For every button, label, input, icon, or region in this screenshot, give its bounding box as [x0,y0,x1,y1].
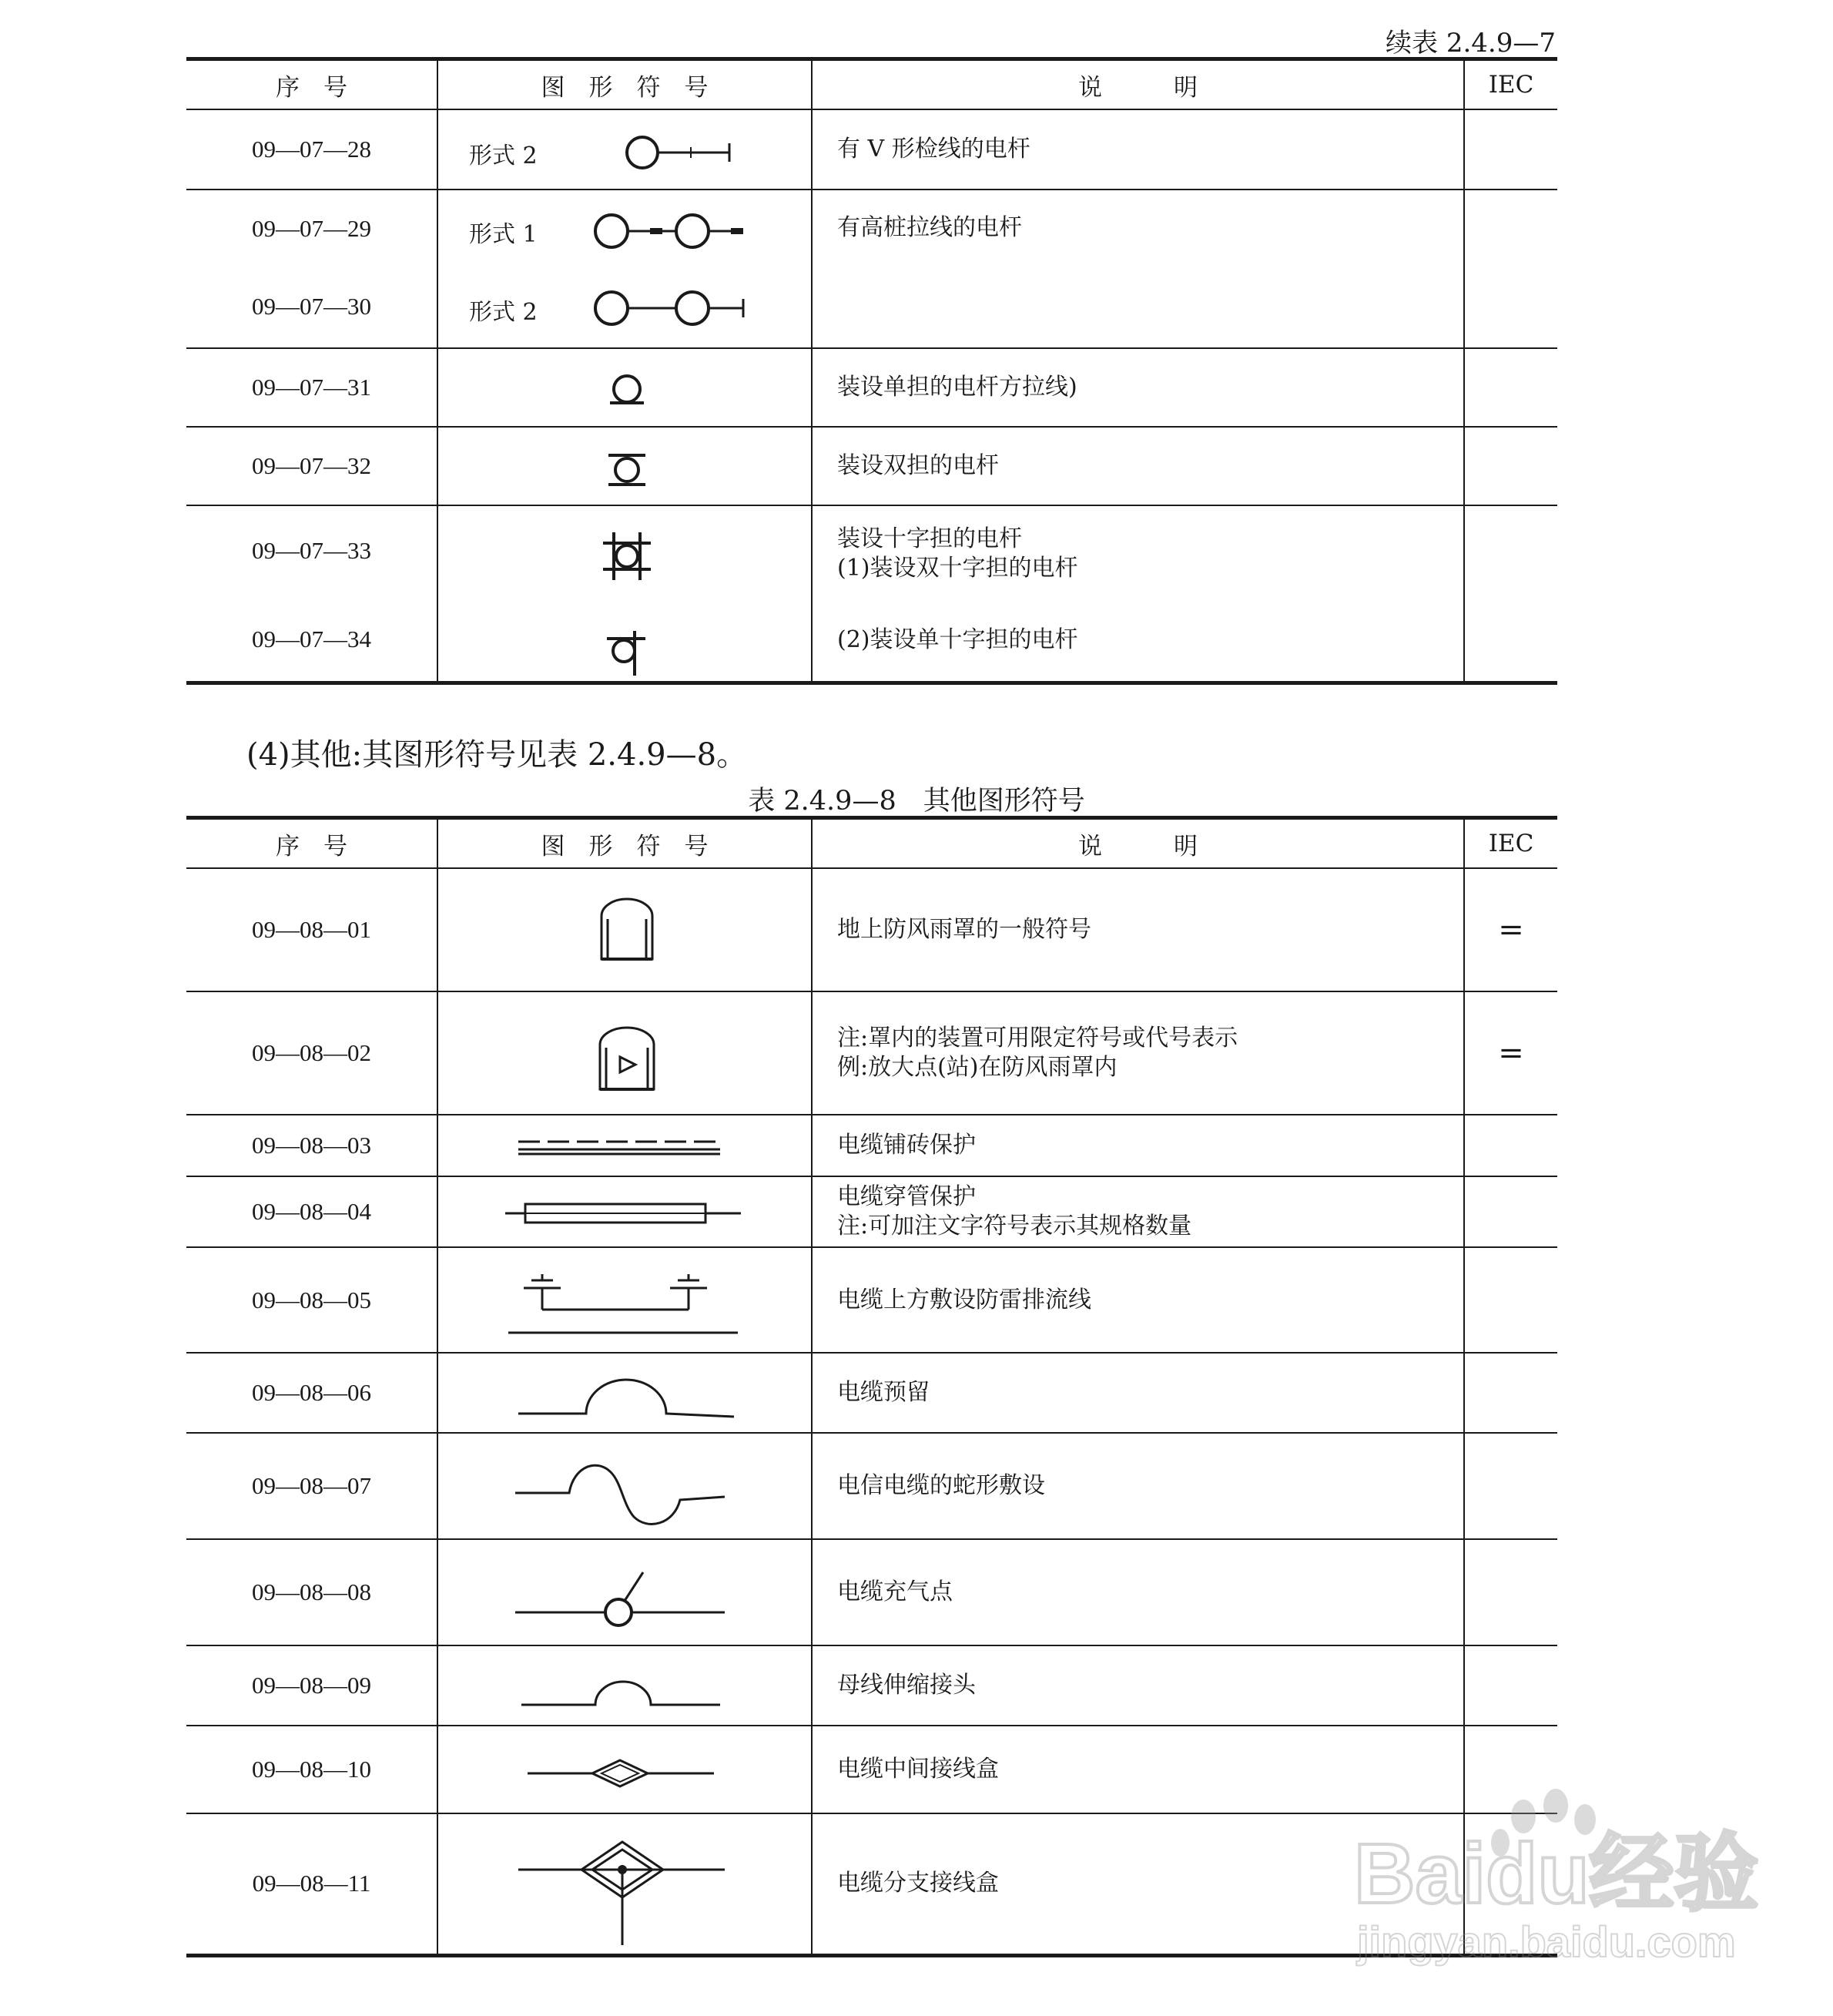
row-seq: 09—07—32 [186,427,437,505]
row-desc: 地上防风雨罩的一般符号 [812,868,1464,991]
row-desc: 电缆预留 [812,1353,1464,1433]
table-row [186,190,1557,348]
row-seq: 09—08—03 [186,1115,437,1176]
row-iec [1464,1176,1557,1247]
cable-intermediate-junction-box-icon [524,1754,717,1793]
row-seq: 09—07—31 [186,348,437,427]
row-seq: 09—08—10 [186,1726,437,1813]
row-desc: 有高桩拉线的电杆 [812,190,1464,348]
row-seq-group [186,190,437,348]
cable-branch-junction-box-icon [515,1833,728,1948]
pole-single-arm-icon [604,372,650,411]
row-seq: 09—08—06 [186,1353,437,1433]
row-symbol [437,1813,812,1955]
row-seq-group [186,505,437,683]
table-row [186,109,1557,190]
baidu-jingyan-watermark [1354,1772,1770,1972]
form-label: 形式 2 [469,143,538,169]
row-symbol [437,1353,812,1433]
desc-line: 例:放大点(站)在防风雨罩内 [837,1054,1118,1081]
desc-line: 装设十字担的电杆 [837,525,1022,552]
table-2-4-9-8 [186,816,1557,1957]
continued-table-label: 续表 2.4.9—7 [1386,28,1556,59]
lightning-drain-wire-icon [504,1270,742,1339]
cable-gas-fill-point-icon [512,1563,736,1632]
row-symbol [437,1176,812,1247]
row-iec [1464,1539,1557,1645]
row-desc: 装设双担的电杆 [812,427,1464,505]
row-desc: 电缆分支接线盒 [812,1813,1464,1955]
row-symbol [437,1645,812,1726]
header-desc: 说 明 [812,818,1464,869]
row-iec [1464,109,1557,190]
pole-double-cross-arm-icon [600,529,654,583]
row-iec [1464,1433,1557,1539]
row-iec [1464,348,1557,427]
row-symbol [437,868,812,991]
row-iec [1464,1247,1557,1353]
cable-brick-protection-icon [515,1135,723,1159]
table-row [186,1433,1557,1539]
row-desc: 电缆中间接线盒 [812,1726,1464,1813]
row-symbol [437,1115,812,1176]
header-desc: 说 明 [812,59,1464,110]
row-seq: 09—08—07 [186,1433,437,1539]
table-row [186,1247,1557,1353]
row-seq: 09—08—04 [186,1176,437,1247]
table-row [186,1539,1557,1645]
watermark-url-text: jingyan.baidu.com [1357,1917,1736,1966]
form-label: 形式 2 [469,299,538,326]
pole-v-stay-icon [623,133,746,172]
table-row [186,991,1557,1115]
header-iec: IEC [1464,818,1557,869]
row-iec [1464,505,1557,683]
desc-line: 电缆穿管保护 [837,1183,976,1210]
row-seq: 09—08—11 [186,1813,437,1955]
weatherproof-cover-icon [592,896,662,965]
pole-high-stake-stay-form1-icon [592,212,777,250]
row-desc [812,1176,1464,1247]
row-symbol [437,1726,812,1813]
row-desc: 电信电缆的蛇形敷设 [812,1433,1464,1539]
table-row [186,348,1557,427]
serpentine-cable-laying-icon [512,1451,736,1535]
table-caption: 表 2.4.9—8 其他图形符号 [748,786,1085,817]
table-row [186,1726,1557,1813]
baidu-paw-logo-icon [1354,1772,1770,1972]
table-header-row [186,818,1557,869]
header-symbol: 图 形 符 号 [437,59,812,110]
pole-double-arm-icon [604,449,650,491]
row-iec [1464,427,1557,505]
row-seq: 09—08—01 [186,868,437,991]
row-desc [812,991,1464,1115]
header-seq: 序 号 [186,818,437,869]
row-iec: = [1464,868,1557,991]
row-seq: 09—08—02 [186,991,437,1115]
row-desc: 有 V 形检线的电杆 [812,109,1464,190]
row-desc: 电缆充气点 [812,1539,1464,1645]
row-symbol [437,1247,812,1353]
row-seq: 09—07—33 [252,537,371,564]
busbar-expansion-joint-icon [518,1669,726,1712]
row-seq: 09—07—29 [252,215,371,242]
weatherproof-cover-amplifier-icon [591,1023,663,1094]
header-symbol: 图 形 符 号 [437,818,812,869]
table-row [186,868,1557,991]
row-seq: 09—07—34 [252,626,371,652]
desc-line: 注:罩内的装置可用限定符号或代号表示 [837,1025,1238,1052]
table-row [186,427,1557,505]
row-symbol [437,1539,812,1645]
desc-line: (1)装设双十字担的电杆 [837,555,1078,582]
cable-conduit-protection-icon [504,1200,742,1226]
pole-high-stake-stay-form2-icon [592,289,777,327]
row-desc: 母线伸缩接头 [812,1645,1464,1726]
row-iec: = [1464,991,1557,1115]
header-iec: IEC [1464,59,1557,110]
table-2-4-9-7 [186,57,1557,685]
table-row [186,1115,1557,1176]
row-symbol [437,991,812,1115]
row-symbol [437,505,812,683]
row-desc: 电缆上方敷设防雷排流线 [812,1247,1464,1353]
section-text: (4)其他:其图形符号见表 2.4.9—8。 [246,737,748,773]
row-symbol [437,109,812,190]
row-iec [1464,190,1557,348]
row-iec [1464,1115,1557,1176]
row-symbol [437,1433,812,1539]
row-seq: 09—08—08 [186,1539,437,1645]
row-seq: 09—08—05 [186,1247,437,1353]
row-desc [837,525,1078,583]
row-seq: 09—08—09 [186,1645,437,1726]
table-row [186,1176,1557,1247]
row-desc: 电缆铺砖保护 [812,1115,1464,1176]
table-row [186,1645,1557,1726]
row-desc: (2)装设单十字担的电杆 [837,626,1078,653]
row-iec [1464,1645,1557,1726]
row-seq: 09—07—28 [186,109,437,190]
row-seq: 09—07—30 [252,293,371,320]
row-iec [1464,1353,1557,1433]
table-row [186,1353,1557,1433]
row-symbol [437,427,812,505]
row-desc-group [812,505,1464,683]
cable-reserve-loop-icon [515,1377,739,1423]
form-label: 形式 1 [469,221,538,248]
pole-single-cross-arm-icon [604,629,650,677]
row-desc: 装设单担的电杆方拉线) [812,348,1464,427]
watermark-brand-text: Baidu经验 [1354,1826,1759,1921]
header-seq: 序 号 [186,59,437,110]
row-symbol [437,190,812,348]
row-symbol [437,348,812,427]
table-row [186,1813,1557,1955]
table-row [186,505,1557,683]
desc-line: 注:可加注文字符号表示其规格数量 [837,1213,1192,1239]
table-header-row [186,59,1557,110]
